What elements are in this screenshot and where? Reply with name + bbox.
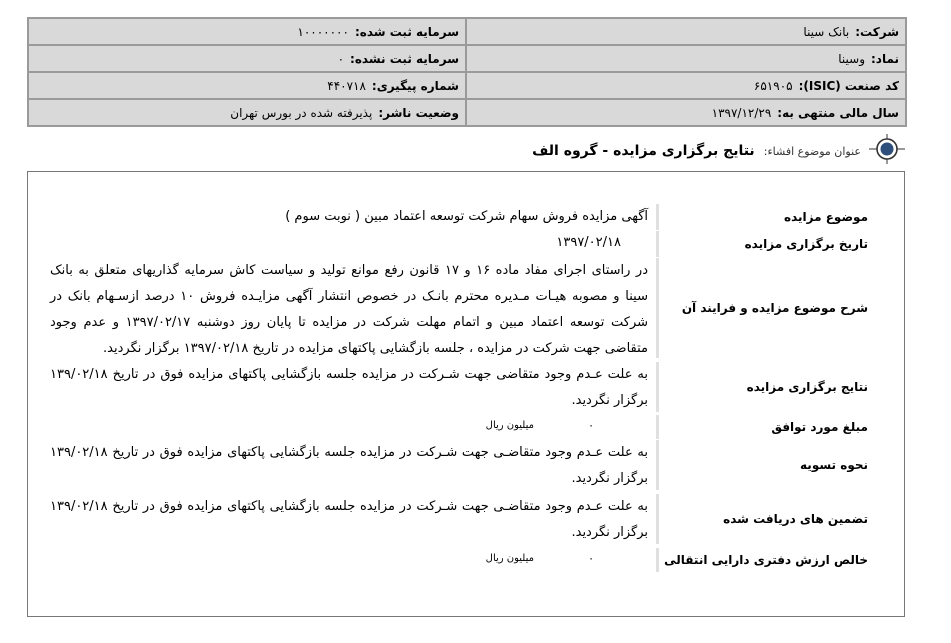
isic-cell: کد صنعت (ISIC):۶۵۱۹۰۵	[466, 72, 906, 99]
disclosure-title-row	[0, 133, 905, 167]
target-icon	[869, 134, 905, 164]
symbol-value: وسینا	[838, 51, 865, 66]
field-value-description: در راستای اجرای مفاد ماده ۱۶ و ۱۷ قانون رفع موانع تولید و سیاست کاش سرمایه گذاریهای متعلق به بانک سینا و مصوبه هیـات مـدیره محترم بانـک در خصوص انتشار آگهی مزایـده فروش ۱۰ درصد ازسـهام بانک در شرکت توسعه اعتماد مبین و اتمام مهلت شرکت در مزایده تا پایان روز دوشنبه ۱۳۹۷/۰۲/۱۷ و عدم وجود متقاضی جهت شرکت در مزایده ، جلسه بازگشایی پاکتهای مزایده در تاریخ ۱۳۹۷/۰۲/۱۸ برگزار نگردید.	[50, 263, 649, 356]
unregistered-capital-value: ۰	[337, 51, 345, 66]
tracking-cell: شماره پیگیری:۴۴۰۷۱۸	[28, 72, 466, 99]
fiscal-year-cell: سال مالی منتهی به:۱۳۹۷/۱۲/۲۹	[466, 99, 906, 126]
company-value: بانک سینا	[803, 24, 850, 39]
field-value-guarantees: به علت عـدم وجود متقاضـی جهت شـرکت در مزایده جلسه بازگشایی پاکتهای مزایده فوق در تاریخ ۱۳۹/۰۲/۱۸ برگزار نگردید.	[50, 499, 648, 540]
field-label-guarantees: تضمین های دریافت شده	[656, 494, 872, 544]
registered-capital-value: ۱۰۰۰۰۰۰۰	[297, 24, 349, 39]
symbol-cell: نماد:وسینا	[466, 45, 906, 72]
field-value-results: به علت عـدم وجود متقاضی جهت شـرکت در مزایده جلسه بازگشایی پاکتهای مزایده فوق در تاریخ ۱۳۹/۰۲/۱۸ برگزار نگردید.	[50, 367, 648, 408]
unregistered-capital-cell: سرمایه ثبت نشده:۰	[28, 45, 466, 72]
publisher-status-value: پذیرفته شده در بورس تهران	[230, 105, 373, 120]
company-cell: شرکت:بانک سینا	[466, 18, 906, 45]
fiscal-year-value: ۱۳۹۷/۱۲/۲۹	[711, 105, 772, 120]
field-value-date: ۱۳۹۷/۰۲/۱۸	[556, 235, 621, 250]
registered-capital-cell: سرمایه ثبت شده:۱۰۰۰۰۰۰۰	[28, 18, 466, 45]
publisher-status-cell: وضعیت ناشر:پذیرفته شده در بورس تهران	[28, 99, 466, 126]
auction-results-panel	[27, 171, 905, 617]
isic-value: ۶۵۱۹۰۵	[753, 78, 793, 93]
field-label-agreed-amount: مبلغ مورد توافق	[656, 415, 872, 439]
field-label-results: نتایج برگزاری مزایده	[656, 362, 872, 412]
title-label: عنوان موضوع افشاء:	[763, 145, 861, 158]
field-unit-agreed-amount: میلیون ریال	[485, 420, 534, 431]
page-title: نتایج برگزاری مزایده - گروه الف	[532, 143, 755, 159]
field-value-subject: آگهی مزایده فروش سهام شرکت توسعه اعتماد مبین ( نوبت سوم )	[285, 209, 648, 224]
field-label-settlement: نحوه تسویه	[656, 440, 872, 490]
field-unit-net-book-value: میلیون ریال	[485, 553, 534, 564]
title-wrap	[532, 140, 861, 159]
field-value-agreed-amount: ۰	[588, 419, 594, 432]
field-value-settlement: به علت عـدم وجود متقاضـی جهت شـرکت در مزایده جلسه بازگشایی پاکتهای مزایده فوق در تاریخ ۱۳۹/۰۲/۱۸ برگزار نگردید.	[50, 445, 648, 486]
field-value-net-book-value: ۰	[588, 552, 594, 565]
tracking-value: ۴۴۰۷۱۸	[327, 78, 366, 93]
company-info-table	[27, 17, 907, 127]
field-label-net-book-value: خالص ارزش دفتری دارایی انتقالی	[656, 548, 872, 572]
field-label-description: شرح موضوع مزایده و فرایند آن	[656, 258, 872, 358]
field-label-date: تاریخ برگزاری مزایده	[656, 231, 872, 257]
field-label-subject: موضوع مزایده	[656, 204, 872, 230]
